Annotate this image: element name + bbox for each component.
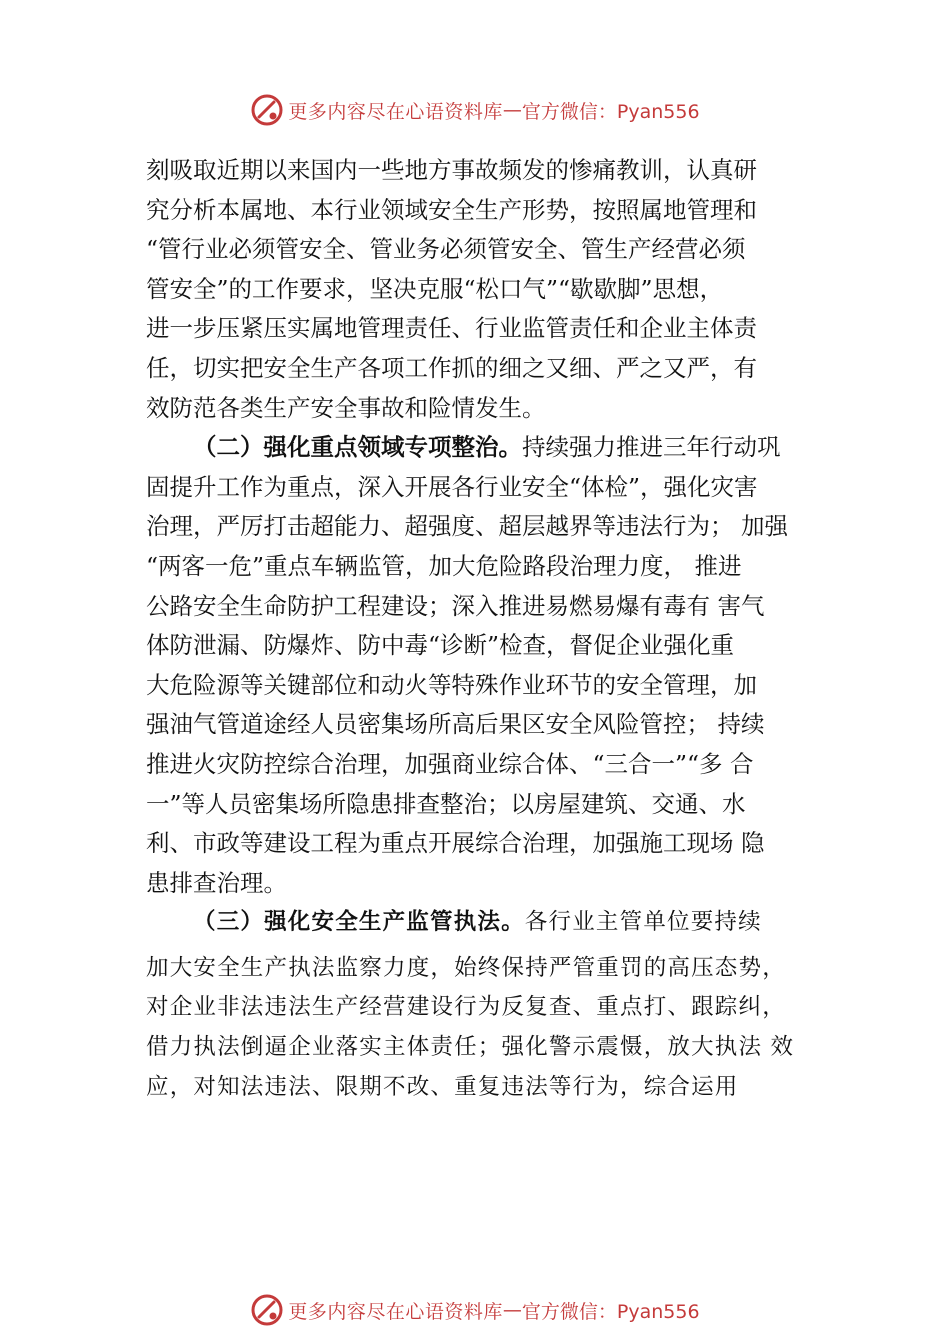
text-line: 治理，严厉打击超能力、超强度、超层越界等违法行为； 加强 (146, 512, 788, 541)
text-line: 公路安全生命防护工程建设；深入推进易燃易爆有毒有 害气 (146, 591, 765, 620)
text-line: 管安全”的工作要求，坚决克服“松口气”“歇歇脚”思想， (146, 274, 724, 303)
seal-logo-icon (250, 93, 284, 127)
banner-text: 更多内容尽在心语资料库 (288, 100, 503, 123)
text-line: 强油气管道途经人员密集场所高后果区安全风险管控； 持续 (146, 710, 765, 739)
text-line: 利、市政等建设工程为重点开展综合治理，加强施工现场 隐 (146, 829, 765, 858)
banner-separator: — (502, 99, 522, 121)
text-line: 患排查治理。 (146, 868, 287, 897)
banner-wechat: 官方微信：Pyan556 (521, 100, 700, 123)
banner-separator: — (502, 1299, 522, 1321)
section-2 (146, 428, 836, 903)
seal-logo-icon (250, 1293, 284, 1327)
text-line: 究分析本属地、本行业领域安全生产形势，按照属地管理和 (146, 195, 757, 224)
text-line: 大危险源等关键部位和动火等特殊作业环节的安全管理，加 (146, 670, 757, 699)
paragraph-1 (146, 151, 836, 428)
text-line: “两客一危”重点车辆监管，加大危险路段治理力度， 推进 (146, 551, 742, 580)
text-line: 进一步压紧压实属地管理责任、行业监管责任和企业主体责 (146, 314, 757, 343)
text-line: 加大安全生产执法监察力度，始终保持严管重罚的高压态势， (146, 954, 786, 981)
section-3-first-line-text: 各行业主管单位要持续 (524, 909, 762, 936)
text-line: 对企业非法违法生产经营建设行为反复查、重点打、跟踪纠， (146, 994, 786, 1021)
text-line: 体防泄漏、防爆炸、防中毒“诊断”检查，督促企业强化重 (146, 631, 735, 660)
text-line: “管行业必须管安全、管业务必须管安全、管生产经营必须 (146, 235, 746, 264)
text-line: 一”等人员密集场所隐患排查整治；以房屋建筑、交通、水 (146, 789, 746, 818)
banner-wechat: 官方微信：Pyan556 (521, 1300, 700, 1323)
text-line: 固提升工作为重点，深入开展各行业安全“体检”，强化灾害 (146, 472, 758, 501)
banner-text: 更多内容尽在心语资料库 (288, 1300, 503, 1323)
section-2-first-line-text: 持续强力推进三年行动巩 (522, 433, 781, 462)
section-2-heading: （二）强化重点领域专项整治。 (193, 433, 522, 462)
text-line: 推进火灾防控综合治理，加强商业综合体、“三合一”“多 合 (146, 749, 754, 778)
text-line: 刻吸取近期以来国内一些地方事故频发的惨痛教训，认真研 (146, 156, 757, 184)
text-line: 效防范各类生产安全事故和险情发生。 (146, 393, 546, 422)
footer-banner (0, 1290, 950, 1330)
section-3-first-line (146, 903, 836, 943)
text-line: 任，切实把安全生产各项工作抓的细之又细、严之又严，有 (146, 353, 757, 382)
section-3-heading: （三）强化安全生产监管执法。 (193, 909, 525, 936)
text-line: 借力执法倒逼企业落实主体责任；强化警示震慑，放大执法 效 (146, 1034, 795, 1061)
section-2-first-line (146, 428, 836, 468)
document-body (146, 151, 836, 1107)
text-line: 应，对知法违法、限期不改、重复违法等行为，综合运用 (146, 1073, 739, 1100)
header-banner (0, 90, 950, 130)
section-3 (146, 903, 836, 1107)
